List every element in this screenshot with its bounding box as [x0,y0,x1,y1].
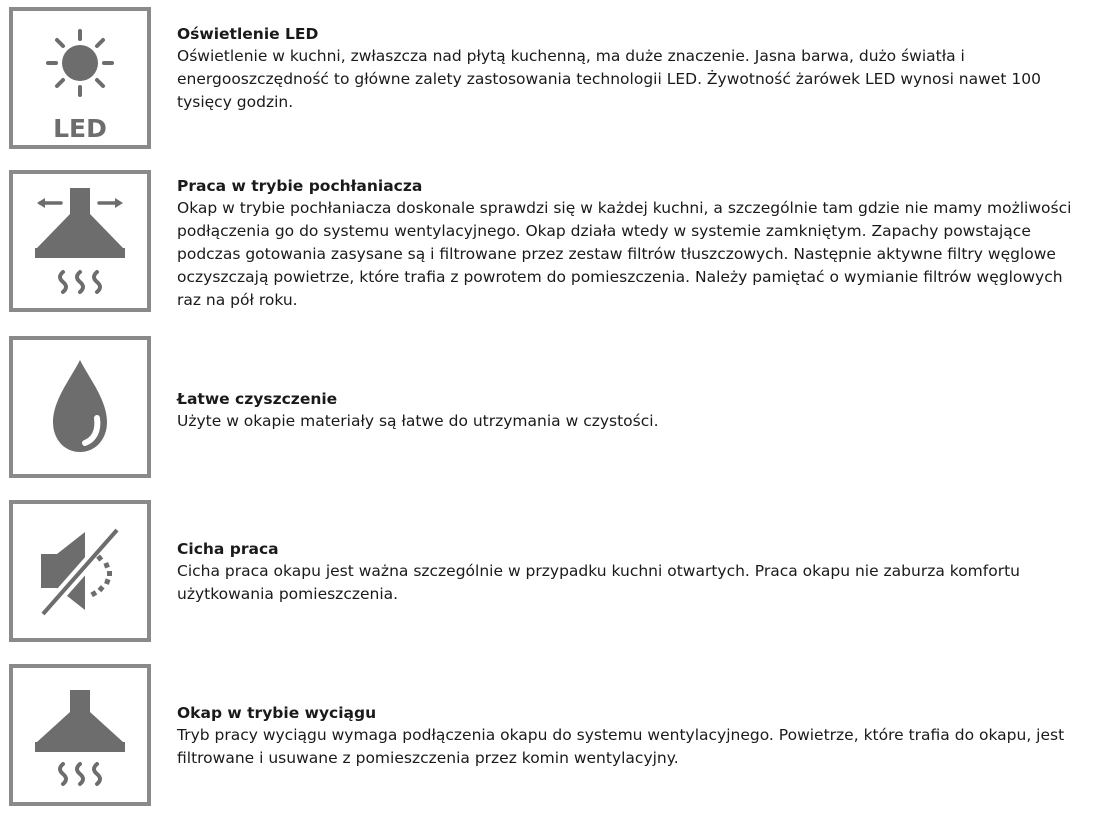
recirculation-icon-frame [9,170,151,312]
quiet-icon-frame [9,500,151,642]
feature-description: Cicha praca okapu jest ważna szczególnie w przypadku kuchni otwartych. Praca okapu nie zaburza komfortu użytkowania pomieszczenia. [177,562,1020,603]
feature-title: Oświetlenie LED [177,25,319,43]
feature-description: Użyte w okapie materiały są łatwe do utrzymania w czystości. [177,412,659,430]
led-icon-frame [9,7,151,149]
feature-cleaning-text [177,388,1082,433]
feature-extraction-text [177,702,1082,770]
feature-title: Okap w trybie wyciągu [177,704,377,722]
extraction-icon-frame [9,664,151,806]
led-sun-icon [13,11,147,145]
hood-extraction-icon [13,668,147,802]
feature-title: Łatwe czyszczenie [177,390,338,408]
feature-quiet-text [177,538,1082,606]
feature-title: Cicha praca [177,540,279,558]
feature-description: Oświetlenie w kuchni, zwłaszcza nad płytą kuchenną, ma duże znaczenie. Jasna barwa, dużo światła i energooszczędność to główne zalety zastosowania technologii LED. Żywotność żarówek LED wynosi nawet 100 tysięcy godzin. [177,47,1041,111]
feature-recirculation-text [177,175,1082,312]
cleaning-icon-frame [9,336,151,478]
feature-led-text [177,23,1082,114]
hood-recirculation-icon [13,174,147,308]
feature-title: Praca w trybie pochłaniacza [177,177,423,195]
speaker-muted-icon [13,504,147,638]
water-drop-icon [13,340,147,474]
feature-description: Tryb pracy wyciągu wymaga podłączenia okapu do systemu wentylacyjnego. Powietrze, które trafia do okapu, jest filtrowane i usuwane z pomieszczenia przez komin wentylacyjny. [177,726,1065,767]
feature-description: Okap w trybie pochłaniacza doskonale sprawdzi się w każdej kuchni, a szczególnie tam gdzie nie mamy możliwości podłączenia go do systemu wentylacyjnego. Okap działa wtedy w systemie zamkniętym. Zapachy powstające podczas gotowania zasysane są i filtrowane przez zestaw filtrów tłuszczowych. Następnie aktywne filtry węglowe oczyszczają powietrze, które trafia z powrotem do pomieszczenia. Należy pamiętać o wymianie filtrów węglowych raz na pół roku. [177,199,1072,309]
led-icon-label: LED [53,114,107,143]
